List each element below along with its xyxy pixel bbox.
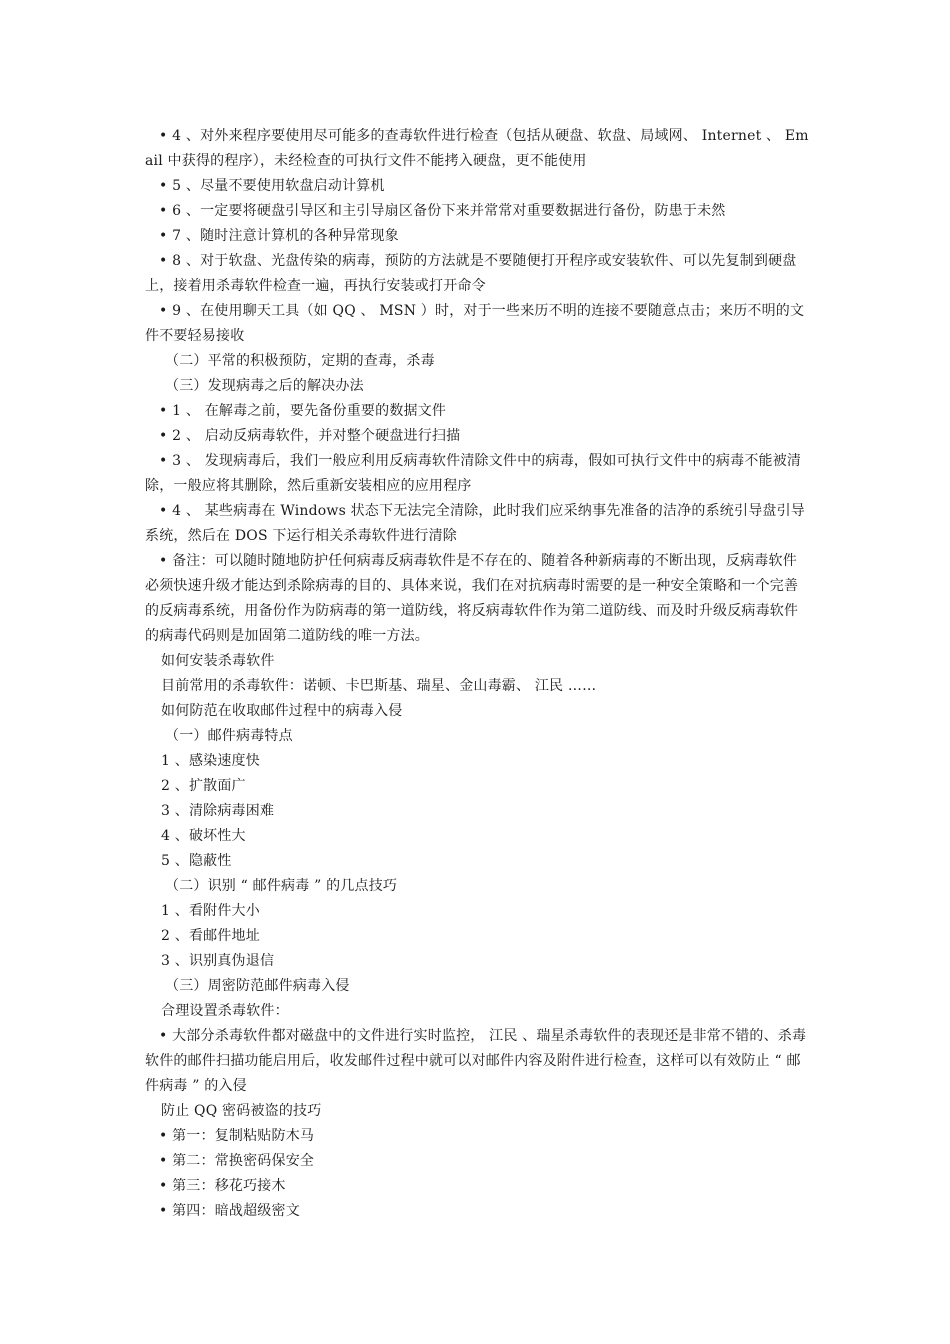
section-heading: （一）邮件病毒特点 [165,728,293,744]
bullet-paragraph: • 4 、 某些病毒在 Windows 状态下无法完全清除，此时我们应采纳事先准备的洁净的系统引导盘引导系统，然后在 DOS 下运行相关杀毒软件进行清除 [145,503,806,544]
bullet-paragraph: • 第三：移花巧接木 [159,1178,286,1194]
bullet-paragraph: • 8 、对于软盘、光盘传染的病毒，预防的方法就是不要随便打开程序或安装软件、可以先复制到硬盘上，接着用杀毒软件检查一遍，再执行安装或打开命令 [145,253,797,294]
bullet-paragraph: • 4 、对外来程序要使用尽可能多的查毒软件进行检查（包括从硬盘、软盘、局域网、 Internet 、 Email 中获得的程序），未经检查的可执行文件不能拷入硬盘，更不能使用 [145,128,809,169]
bullet-paragraph: • 5 、尽量不要使用软盘启动计算机 [159,178,385,194]
section-heading: （三）发现病毒之后的解决办法 [165,378,364,394]
bullet-paragraph: • 2 、 启动反病毒软件，并对整个硬盘进行扫描 [159,428,461,444]
topic-heading: 如何防范在收取邮件过程中的病毒入侵 [161,703,403,719]
bullet-paragraph: • 7 、随时注意计算机的各种异常现象 [159,228,399,244]
numbered-item: 3 、清除病毒困难 [161,803,275,819]
bullet-paragraph: • 6 、一定要将硬盘引导区和主引导扇区备份下来并常常对重要数据进行备份，防患于未然 [159,203,726,219]
bullet-paragraph: • 3 、 发现病毒后，我们一般应利用反病毒软件清除文件中的病毒，假如可执行文件中的病毒不能被清除，一般应将其删除，然后重新安装相应的应用程序 [145,453,802,494]
document-body [145,124,810,1224]
topic-heading: 防止 QQ 密码被盗的技巧 [161,1103,322,1119]
numbered-item: 2 、扩散面广 [161,778,246,794]
section-heading: （二）平常的积极预防，定期的查毒，杀毒 [165,353,435,369]
numbered-item: 4 、破坏性大 [161,828,246,844]
section-heading: （二）识别 “ 邮件病毒 ” 的几点技巧 [165,878,398,894]
bullet-paragraph: • 第二：常换密码保安全 [159,1153,315,1169]
section-heading: （三）周密防范邮件病毒入侵 [165,978,350,994]
body-line: 合理设置杀毒软件： [161,1003,289,1019]
bullet-paragraph: • 9 、在使用聊天工具（如 QQ 、 MSN ）时，对于一些来历不明的连接不要随意点击；来历不明的文件不要轻易接收 [145,303,805,344]
numbered-item: 5 、隐蔽性 [161,853,232,869]
bullet-paragraph: • 第四：暗战超级密文 [159,1203,300,1219]
bullet-paragraph: • 1 、 在解毒之前，要先备份重要的数据文件 [159,403,447,419]
numbered-item: 1 、看附件大小 [161,903,260,919]
numbered-item: 2 、看邮件地址 [161,928,260,944]
body-line: 目前常用的杀毒软件：诺顿、卡巴斯基、瑞星、金山毒霸、 江民 …… [161,678,597,694]
note-paragraph: • 备注：可以随时随地防护任何病毒反病毒软件是不存在的、随着各种新病毒的不断出现，反病毒软件必须快速升级才能达到杀除病毒的目的、具体来说，我们在对抗病毒时需要的是一种安全策略和一个完善的反病毒系统，用备份作为防病毒的第一道防线，将反病毒软件作为第二道防线、而及时升级反病毒软件的病毒代码则是加固第二道防线的唯一方法。 [145,553,799,644]
bullet-paragraph: • 大部分杀毒软件都对磁盘中的文件进行实时监控， 江民 、瑞星杀毒软件的表现还是非常不错的、杀毒软件的邮件扫描功能启用后，收发邮件过程中就可以对邮件内容及附件进行检查，这样可以有效防止 “ 邮件病毒 ” 的入侵 [145,1028,807,1094]
numbered-item: 1 、感染速度快 [161,753,260,769]
topic-heading: 如何安装杀毒软件 [161,653,275,669]
numbered-item: 3 、识别真伪退信 [161,953,275,969]
bullet-paragraph: • 第一：复制粘贴防木马 [159,1128,315,1144]
